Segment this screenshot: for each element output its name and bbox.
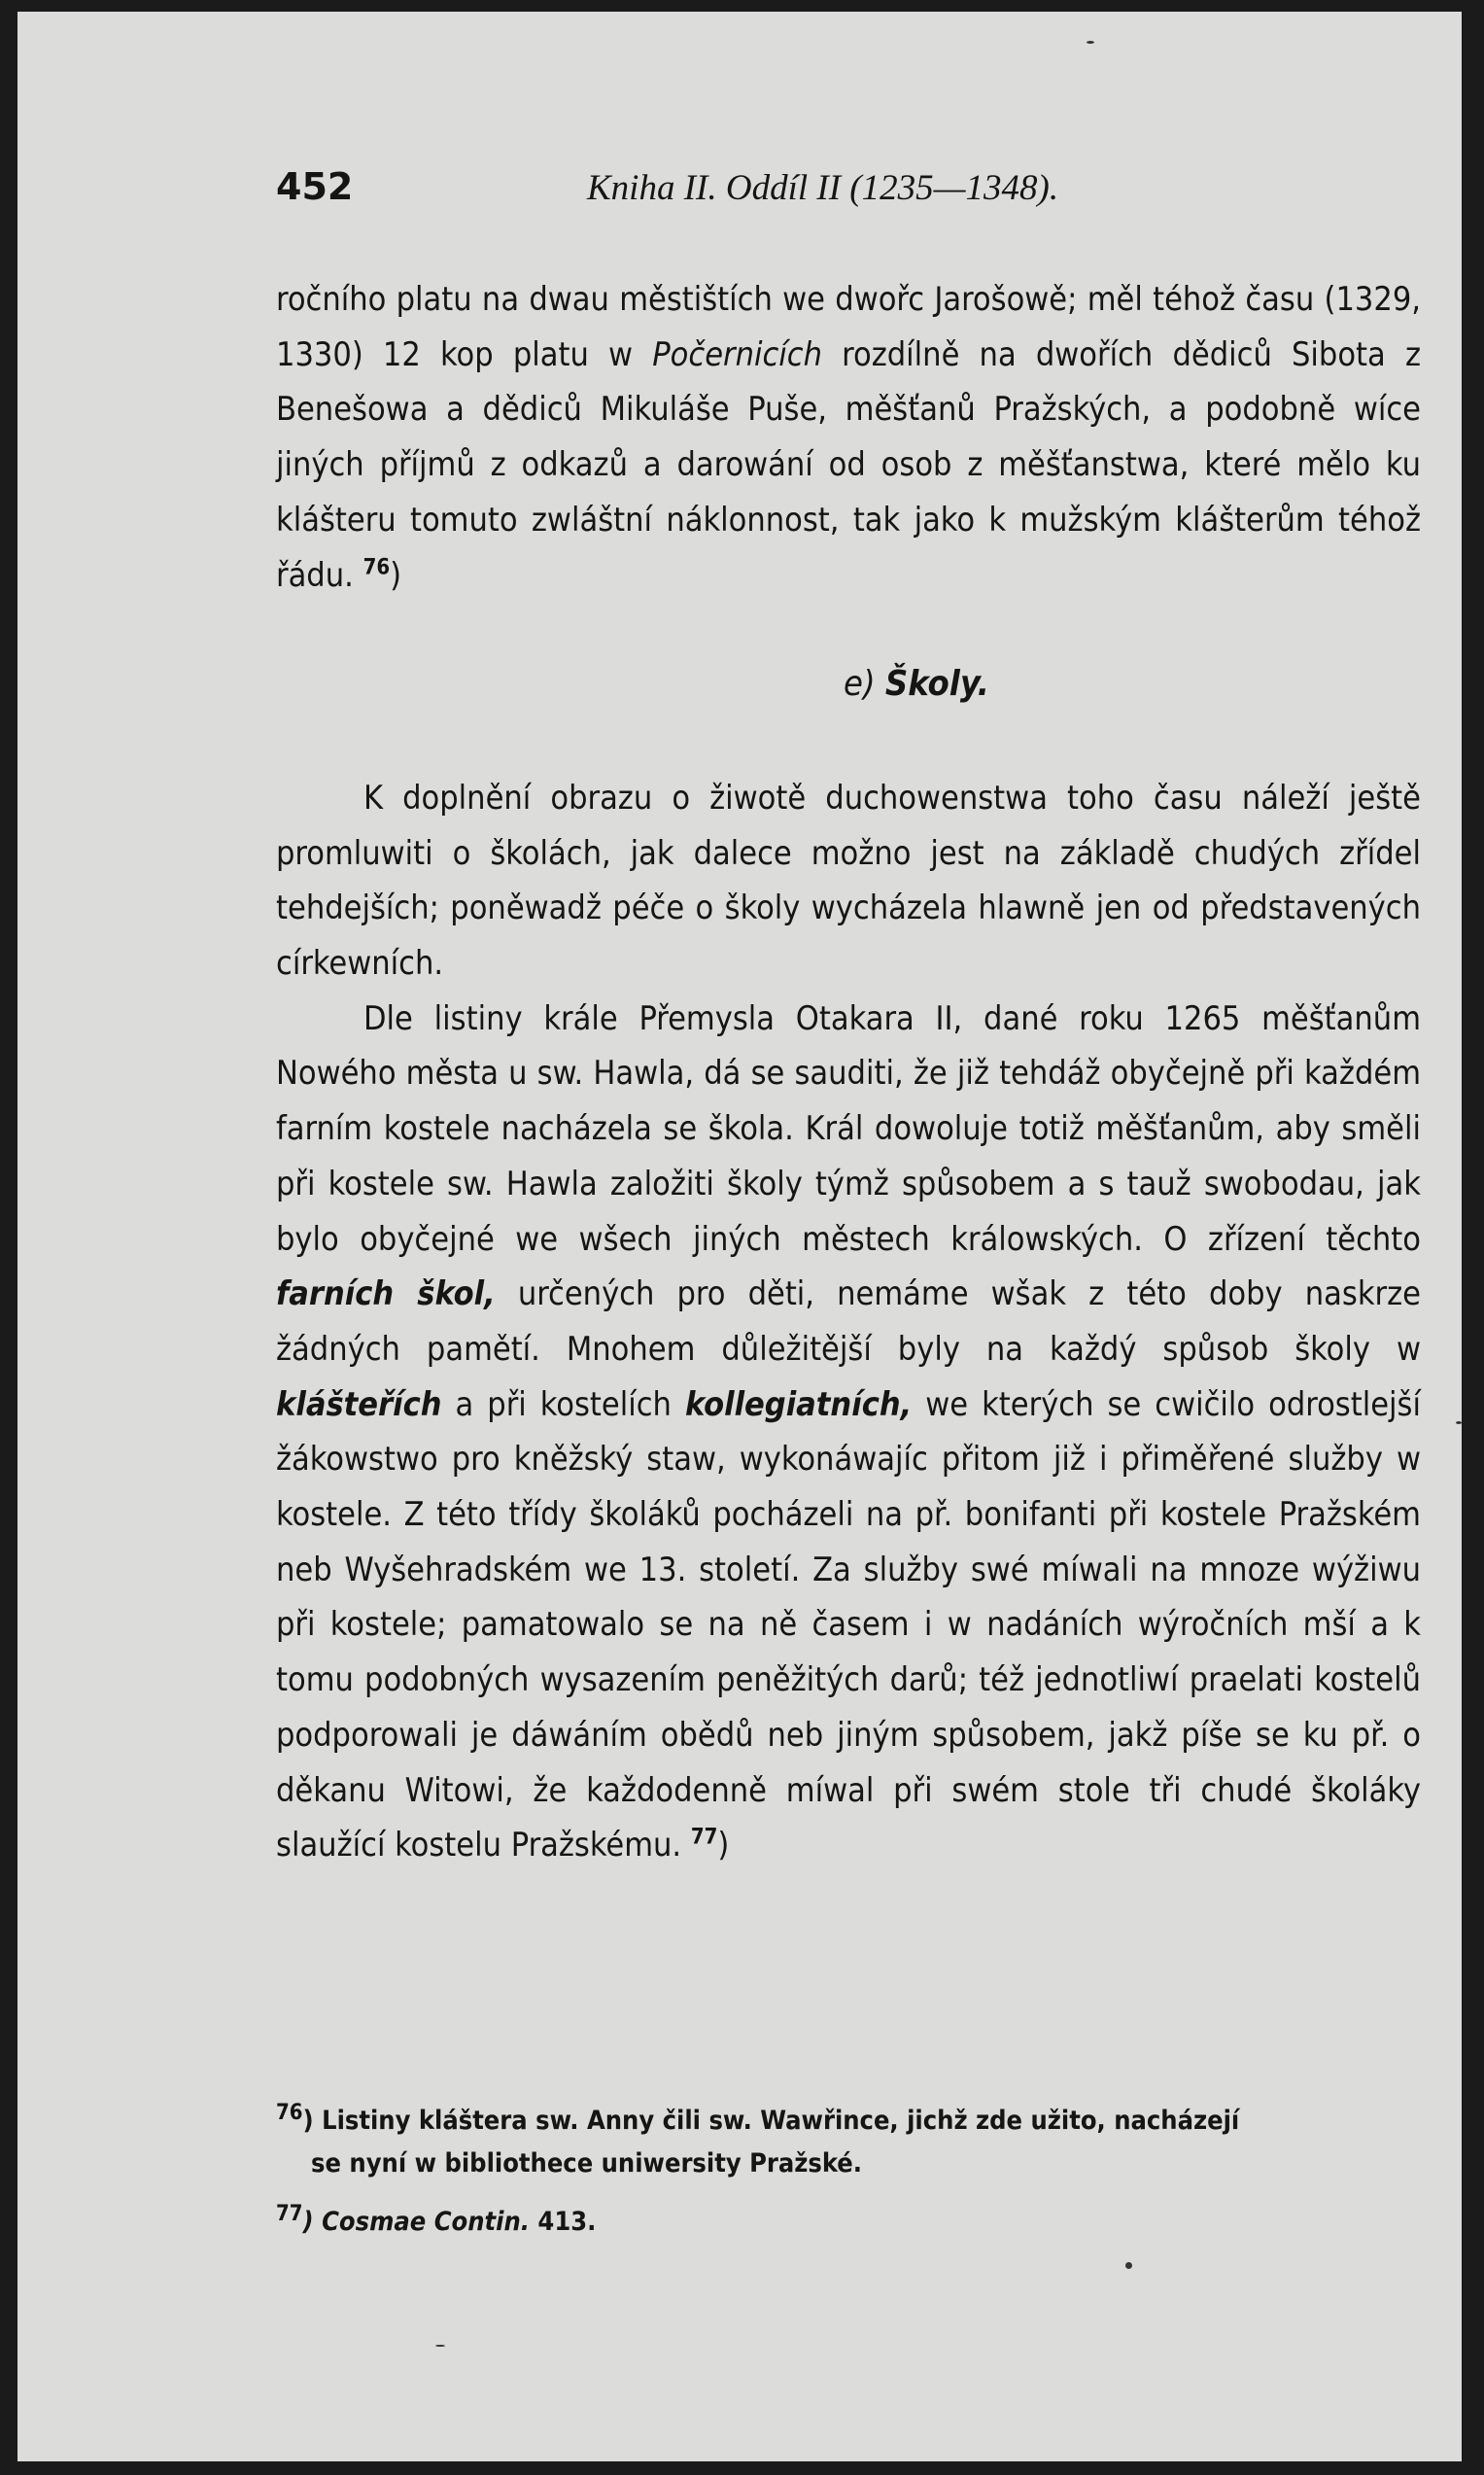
footnote-76-line-2: se nyní w bibliothece uniwersity Pražské. <box>311 2148 863 2179</box>
running-head: Kniha II. Oddíl II (1235—1348). <box>587 168 1059 208</box>
footnote-77 <box>276 2201 1421 2244</box>
footnotes <box>276 2100 1421 2259</box>
speck <box>1125 2262 1132 2269</box>
footnote-77-mark: 77 <box>276 2202 303 2226</box>
scanned-page <box>17 12 1462 2461</box>
paragraph-3 <box>276 992 1421 1873</box>
place-name: Počernicích <box>652 334 822 374</box>
speck <box>1087 41 1094 44</box>
page-number: 452 <box>276 165 354 208</box>
speck <box>1456 1421 1462 1424</box>
term-kollegiatnich: kollegiatních, <box>684 1384 913 1424</box>
footnote-ref-76: 76 <box>362 555 391 580</box>
body-text <box>276 272 1421 1873</box>
para3-text-a: Dle listiny krále Přemysla Otakara II, dané roku 1265 měšťanům Nowého města u sw. Hawla, dá se sauditi, že již tehdáž obyčejně při každém farním kostele nacházela se škola. Král dowoluje totiž měšťanům, aby směli při kostele sw. Hawla založiti školy týmž spůsobem a s tauž swobodau, jak bylo obyčejné we wšech jiných městech králowských. O zřízení těchto <box>276 998 1421 1259</box>
footnote-77-source: ) Cosmae Contin. <box>302 2207 530 2237</box>
para3-text-b: určených pro děti, nemáme wšak z této doby naskrze žádných pamětí. Mnohem důležitější byly na každý spůsob školy w <box>276 1274 1421 1369</box>
para1-text-b: rozdílně na dwořích dědiců Sibota z Benešowa a dědiců Mikuláše Puše, měšťanů Pražských, a podobně wíce jiných příjmů z odkazů a darowání od osob z měšťanstwa, které mělo ku klášteru tomuto zwláštní náklonnost, tak jako k mužským klášterům téhož řádu. <box>276 334 1422 595</box>
para3-text-d: we kterých se cwičilo odrostlejší žákowstwo pro kněžský staw, wykonáwajíc přitom již i přiměřené služby w kostele. Z této třídy školáků pocházeli na př. bonifanti při kostele Pražském neb Wyšehradském we 13. století. Za služby swé míwali na mnoze wýžiwu při kostele; pamatowalo se na ně časem i w nadáních wýročních mší a k tomu podobných wysazením peněžitých darů; též jednotliwí praelati kostelů podporowali je dáwáním obědů neb jiným spůsobem, jakž píše se ku př. o děkanu Witowi, že každodenně míwal při swém stole tři chudé školáky slaužící kostelu Pražskému. <box>276 1384 1421 1865</box>
footnote-76-mark: 76 <box>276 2101 303 2125</box>
footnote-76-line-1: ) Listiny kláštera sw. Anny čili sw. Wawřince, jichž zde užito, nacházejí <box>302 2106 1240 2136</box>
section-title: Školy. <box>884 664 989 705</box>
paragraph-1 <box>276 272 1421 603</box>
footnote-ref-77: 77 <box>690 1825 718 1850</box>
section-heading <box>276 657 1421 713</box>
page-header <box>276 165 1421 224</box>
term-farni-skoly: farních škol, <box>276 1274 496 1314</box>
footnote-ref-76-close: ) <box>390 555 402 595</box>
footnote-ref-77-close: ) <box>717 1826 730 1865</box>
speck <box>435 2345 445 2347</box>
para3-text-c: a při kostelích <box>441 1384 685 1424</box>
para1-text-a: ročního platu na dwau městištích we dwořc Jarošowě; měl téhož času (1329, 1330) 12 kop platu w <box>276 280 1421 374</box>
term-klasterich: klášteřích <box>276 1384 442 1424</box>
footnote-77-page: 413. <box>529 2207 597 2237</box>
footnote-76 <box>276 2100 1421 2185</box>
section-label: e) <box>844 664 876 705</box>
paragraph-2: K doplnění obrazu o žiwotě duchowenstwa toho času náleží ještě promluwiti o školách, jak dalece možno jest na základě chudých zřídel tehdejších; poněwadž péče o školy wycházela hlawně jen od představených církewních. <box>276 778 1421 984</box>
